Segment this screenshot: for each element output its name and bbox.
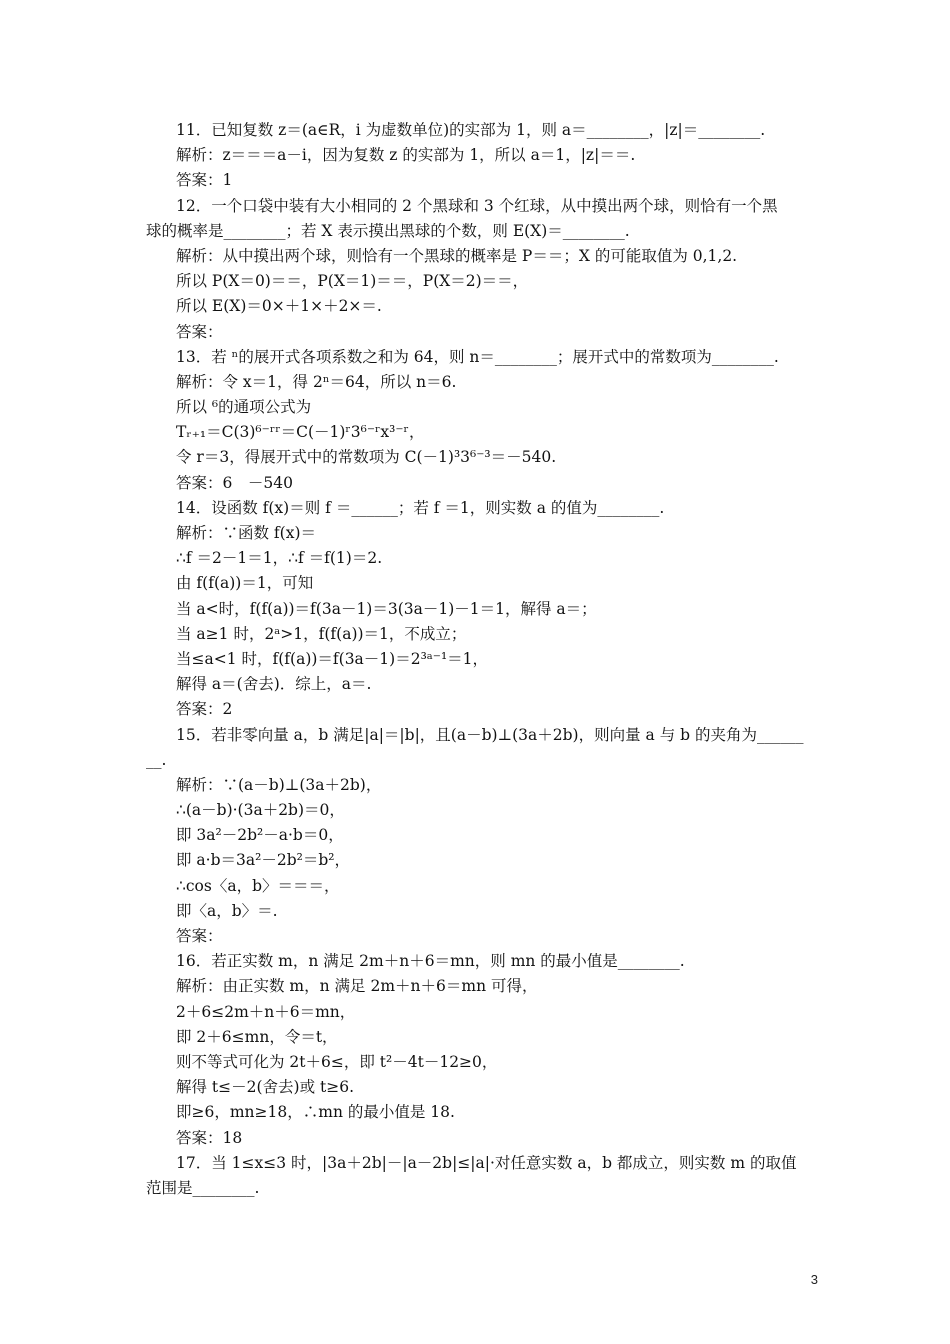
text-line: 即 2＋6≤mn，令＝t， [176,1027,338,1046]
text-line: 14．设函数 f(x)＝则 f ＝______；若 f ＝1，则实数 a 的值为________. [176,498,665,517]
text-line: 13．若 ⁿ的展开式各项系数之和为 64，则 n＝________；展开式中的常数项为________. [176,347,779,366]
text-line: 则不等式可化为 2t＋6≤，即 t²－4t－12≥0， [176,1052,498,1071]
document-body [146,118,816,1201]
text-line: 解析：∵(a－b)⊥(3a＋2b)， [176,775,382,794]
text-line: 答案：18 [176,1128,243,1147]
text-line: 即≥6，mn≥18，∴mn 的最小值是 18. [176,1103,455,1122]
text-line: 即〈a，b〉＝. [176,901,278,920]
text-line: 当 a≥1 时，2ᵃ>1，f(f(a))＝1，不成立； [176,624,467,643]
text-line: 答案： [176,322,223,341]
text-line: 解得 t≤－2(舍去)或 t≥6. [176,1078,355,1097]
text-line: ∴f ＝2－1＝1，∴f ＝f(1)＝2. [176,549,383,568]
text-line: 当 a<时，f(f(a))＝f(3a－1)＝3(3a－1)－1＝1，解得 a＝； [176,599,597,618]
text-line: 解析：由正实数 m，n 满足 2m＋n＋6＝mn 可得， [176,977,538,996]
text-line: ∴cos〈a，b〉＝＝＝， [176,876,340,895]
text-line: Tᵣ₊₁＝C(3)⁶⁻ʳʳ＝C(－1)ʳ3⁶⁻ʳx³⁻ʳ， [176,423,425,442]
text-line: 答案：1 [176,171,233,190]
text-line: 所以 E(X)＝0×＋1×＋2×＝. [176,297,382,316]
text-line: 令 r＝3，得展开式中的常数项为 C(－1)³3⁶⁻³＝－540. [176,448,557,467]
text-line: 所以 P(X＝0)＝＝，P(X＝1)＝＝，P(X＝2)＝＝， [176,272,529,291]
page-number: 3 [810,1272,818,1287]
text-line: 球的概率是________；若 X 表示摸出黑球的个数，则 E(X)＝________. [146,221,630,240]
text-line: __. [146,750,167,769]
text-line: 答案：6 －540 [176,473,293,492]
text-line: 答案：2 [176,700,233,719]
text-line: 即 3a²－2b²－a·b＝0， [176,826,344,845]
text-line: 当≤a<1 时，f(f(a))＝f(3a－1)＝2³ᵃ⁻¹＝1， [176,649,489,668]
text-line: 16．若正实数 m，n 满足 2m＋n＋6＝mn，则 mn 的最小值是________. [176,952,685,971]
text-line: 答案： [176,927,223,945]
text-line: 15．若非零向量 a，b 满足|a|＝|b|，且(a－b)⊥(3a＋2b)，则向量 a 与 b 的夹角为______ [176,725,804,744]
text-line: 11．已知复数 z＝(a∈R，i 为虚数单位)的实部为 1，则 a＝________，|z|＝________. [176,121,766,139]
text-line: 解得 a＝(舍去)．综上，a＝. [176,675,372,694]
text-line: 所以 ⁶的通项公式为 [176,398,312,417]
text-line: 由 f(f(a))＝1，可知 [176,574,314,593]
text-line: 即 a·b＝3a²－2b²＝b²， [176,851,350,870]
text-line: 12．一个口袋中装有大小相同的 2 个黑球和 3 个红球，从中摸出两个球，则恰有一个黑 [176,196,778,215]
text-line: ∴(a－b)·(3a＋2b)＝0， [176,801,345,820]
text-line: 2＋6≤2m＋n＋6＝mn， [176,1002,356,1021]
text-line: 解析：∵函数 f(x)＝ [176,524,317,542]
text-line: 17．当 1≤x≤3 时，|3a＋2b|－|a－2b|≤|a|·对任意实数 a，b 都成立，则实数 m 的取值 [176,1153,797,1172]
text-line: 范围是________. [146,1178,260,1197]
text-line: 解析：令 x＝1，得 2ⁿ＝64，所以 n＝6. [176,372,457,391]
text-line: 解析：z＝＝＝a－i，因为复数 z 的实部为 1，所以 a＝1，|z|＝＝. [176,146,636,165]
text-line: 解析：从中摸出两个球，则恰有一个黑球的概率是 P＝＝；X 的可能取值为 0,1,2. [176,246,738,265]
